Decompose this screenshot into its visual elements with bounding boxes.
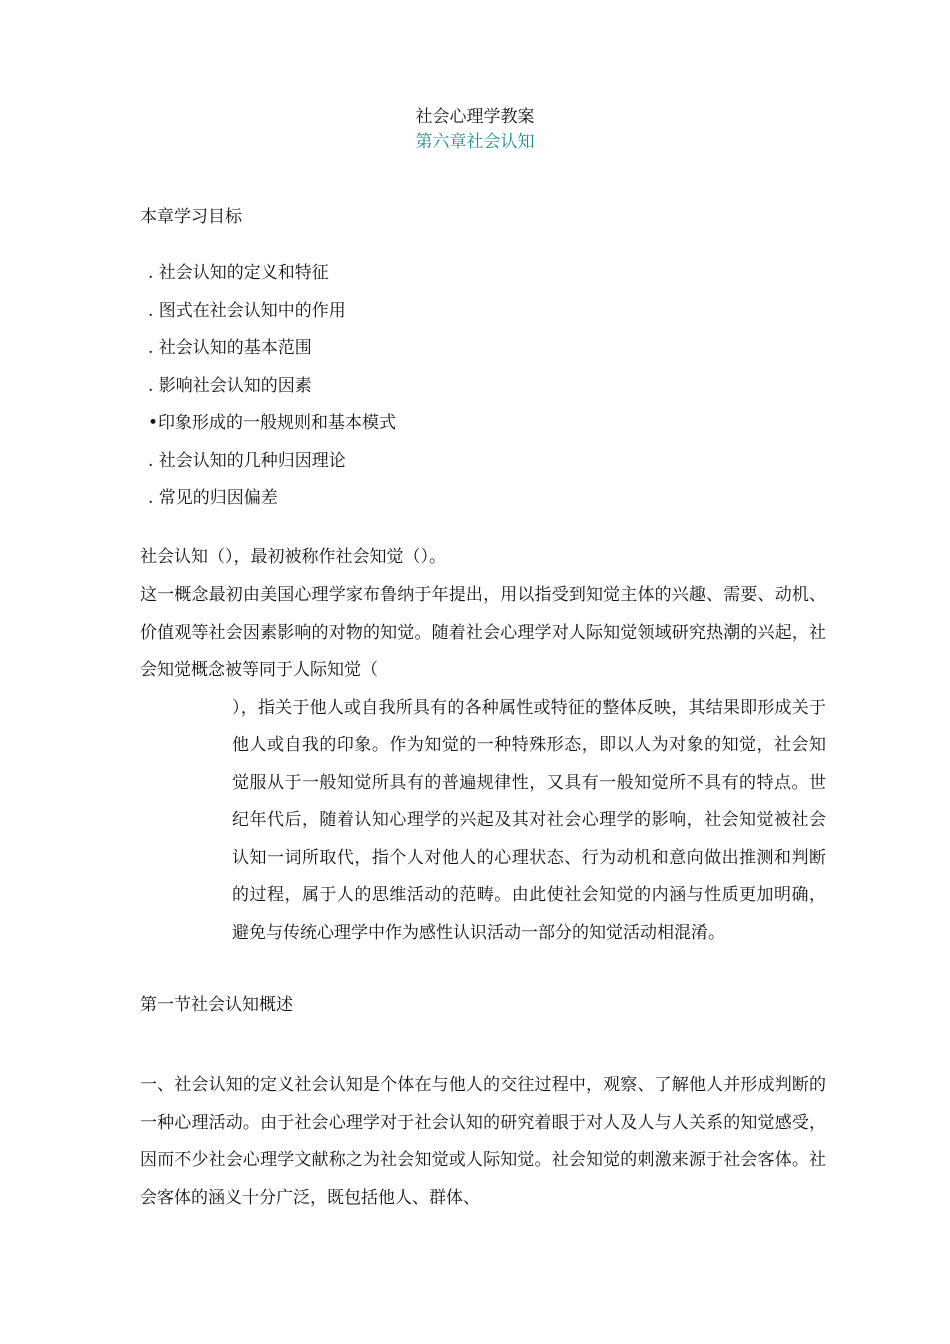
intro-line: 社会认知（），最初被称作社会知觉（）。	[140, 547, 446, 567]
chapter-title: 第六章社会认知	[415, 132, 535, 152]
goals-list	[148, 262, 396, 525]
goal-item: •印象形成的一般规则和基本模式	[148, 413, 397, 433]
concept-text-part2: ），指关于他人或自我所具有的各种属性或特征的整体反映，其结果即形成关于他人或自我的印象。作为知觉的一种特殊形态，即以人为对象的知觉，社会知觉服从于一般知觉所具有的普遍规律性，又具有一般知觉所不具有的特点。世纪年代后，随着认知心理学的兴起及其对社会心理学的影响，社会知觉被社会认知一词所取代，指个人对他人的心理状态、行为动机和意向做出推测和判断的过程，属于人的思维活动的范畴。由此使社会知觉的内涵与性质更加明确，避免与传统心理学中作为感性认识活动一部分的知觉活动相混淆。	[232, 697, 826, 943]
goals-heading: 本章学习目标	[140, 207, 242, 227]
goal-item: . 图式在社会认知中的作用	[148, 300, 346, 321]
section-heading: 第一节社会认知概述	[140, 995, 293, 1015]
goal-item: . 社会认知的基本范围	[148, 338, 312, 358]
goal-item: . 常见的归因偏差	[148, 488, 278, 508]
goal-item: . 影响社会认知的因素	[148, 375, 312, 396]
concept-text-part1: 这一概念最初由美国心理学家布鲁纳于年提出，用以指受到知觉主体的兴趣、需要、动机、价值观等社会因素影响的对物的知觉。随着社会心理学对人际知觉领域研究热潮的兴起，社会知觉概念被等同于人际知觉（	[140, 585, 826, 680]
definition-paragraph: 一、社会认知的定义社会认知是个体在与他人的交往过程中，观察、了解他人并形成判断的一种心理活动。由于社会心理学对于社会认知的研究着眼于对人及人与人关系的知觉感受，因而不少社会心理学文献称之为社会知觉或人际知觉。社会知觉的刺激来源于社会客体。社会客体的涵义十分广泛，既包括他人、群体、	[140, 1075, 826, 1208]
goal-item: . 社会认知的几种归因理论	[148, 450, 346, 471]
concept-paragraph	[140, 577, 826, 952]
goal-item: . 社会认知的定义和特征	[148, 263, 329, 283]
document-title: 社会心理学教案	[415, 107, 535, 127]
